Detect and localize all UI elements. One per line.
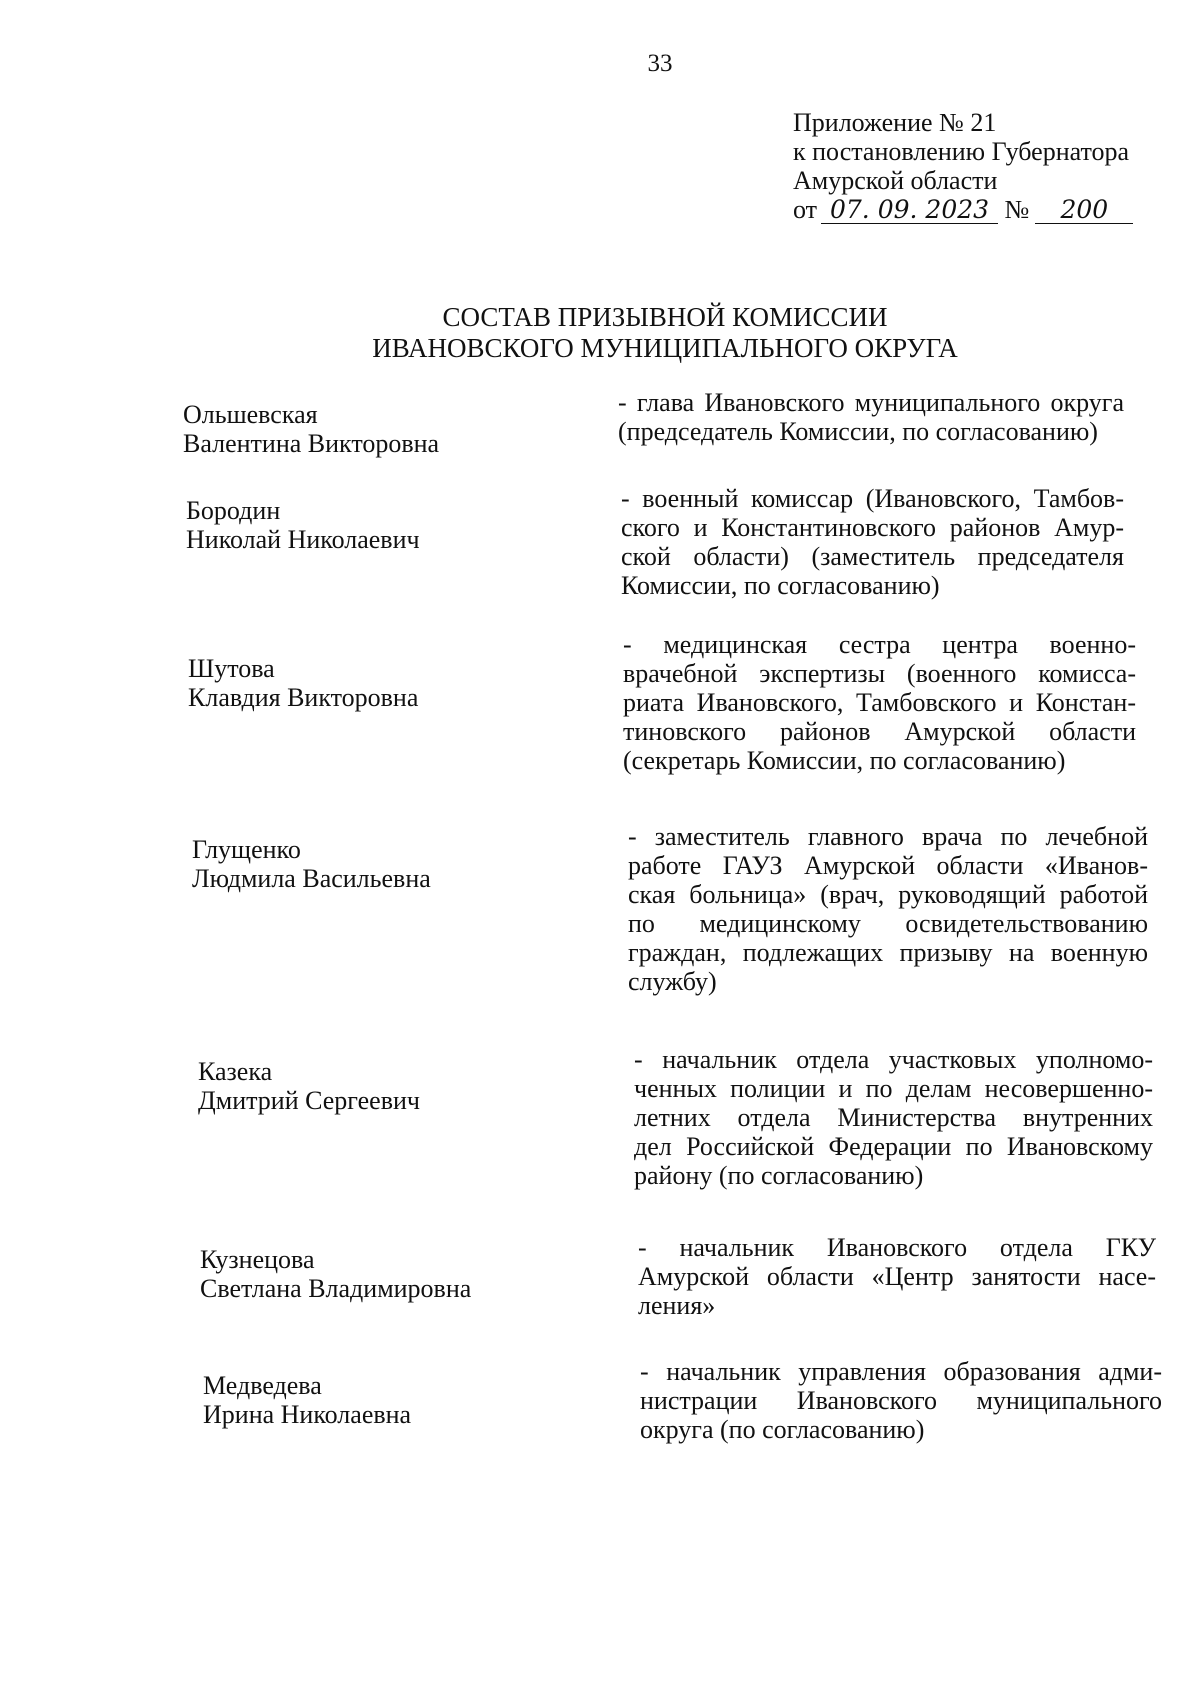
- date-prefix: от: [793, 195, 818, 224]
- member-given-names: Дмитрий Сергеевич: [198, 1086, 420, 1115]
- appendix-line-1: Приложение № 21: [793, 108, 997, 137]
- role-line: граждан, подлежащих призыву на военную: [628, 938, 1148, 967]
- member-given-names: Ирина Николаевна: [203, 1400, 412, 1429]
- document-title: [0, 302, 1200, 364]
- role-line: ского и Константиновского районов Амур-: [621, 513, 1124, 542]
- member-surname: Ольшевская: [183, 400, 318, 429]
- role-line: врачебной экспертизы (военного комисса-: [623, 659, 1136, 688]
- role-line: - военный комиссар (Ивановского, Тамбов-: [621, 484, 1124, 513]
- member-given-names: Валентина Викторовна: [183, 429, 440, 458]
- member-role: [628, 822, 1148, 996]
- member-name: [203, 1371, 411, 1429]
- role-line: ченных полиции и по делам несовершенно-: [634, 1074, 1153, 1103]
- member-role: [638, 1233, 1156, 1320]
- member-surname: Глущенко: [192, 835, 301, 864]
- appendix-header: [793, 108, 1133, 224]
- member-surname: Казека: [198, 1057, 273, 1086]
- role-line: службу): [628, 967, 717, 996]
- role-line: работе ГАУЗ Амурской области «Иванов-: [628, 851, 1148, 880]
- member-surname: Медведева: [203, 1371, 322, 1400]
- role-line: ской области) (заместитель председателя: [621, 542, 1124, 571]
- role-line: ления»: [638, 1291, 716, 1320]
- member-role: [623, 630, 1136, 775]
- page-number: 33: [647, 50, 673, 77]
- role-line: риата Ивановского, Тамбовского и Констан-: [623, 688, 1136, 717]
- role-line: - заместитель главного врача по лечебной: [628, 822, 1148, 851]
- member-surname: Кузнецова: [200, 1245, 315, 1274]
- member-role: [634, 1045, 1153, 1190]
- member-name: [192, 835, 431, 893]
- role-line: округа (по согласованию): [640, 1415, 925, 1444]
- role-line: летних отдела Министерства внутренних: [634, 1103, 1153, 1132]
- member-name: [183, 400, 439, 458]
- member-role: [640, 1357, 1162, 1444]
- role-line: - начальник Ивановского отдела ГКУ: [638, 1233, 1156, 1262]
- member-name: [186, 496, 420, 554]
- member-role: [618, 388, 1124, 446]
- member-name: [200, 1245, 471, 1303]
- role-line: по медицинскому освидетельствованию: [628, 909, 1148, 938]
- handwritten-number: 200: [1035, 197, 1133, 224]
- role-line: Комиссии, по согласованию): [621, 571, 940, 600]
- member-given-names: Николай Николаевич: [186, 525, 420, 554]
- role-line: району (по согласованию): [634, 1161, 924, 1190]
- member-role: [621, 484, 1124, 600]
- title-line-2: ИВАНОВСКОГО МУНИЦИПАЛЬНОГО ОКРУГА: [372, 333, 958, 363]
- member-surname: Бородин: [186, 496, 281, 525]
- role-line: нистрации Ивановского муниципального: [640, 1386, 1162, 1415]
- appendix-line-2: к постановлению Губернатора: [793, 137, 1130, 166]
- role-line: Амурской области «Центр занятости насе-: [638, 1262, 1156, 1291]
- member-given-names: Светлана Владимировна: [200, 1274, 472, 1303]
- member-given-names: Клавдия Викторовна: [188, 683, 419, 712]
- member-name: [188, 654, 418, 712]
- handwritten-date: 07. 09. 2023: [821, 197, 998, 224]
- role-line: тиновского районов Амурской области: [623, 717, 1136, 746]
- role-line: - начальник управления образования адми-: [640, 1357, 1162, 1386]
- role-line: - медицинская сестра центра военно-: [623, 630, 1136, 659]
- appendix-date-line: [793, 195, 1133, 224]
- title-line-1: СОСТАВ ПРИЗЫВНОЙ КОМИССИИ: [442, 302, 888, 332]
- role-line: дел Российской Федерации по Ивановскому: [634, 1132, 1153, 1161]
- member-name: [198, 1057, 420, 1115]
- member-surname: Шутова: [188, 654, 275, 683]
- role-line: - глава Ивановского муниципального округа: [618, 388, 1124, 417]
- appendix-line-3: Амурской области: [793, 166, 998, 195]
- role-line: ская больница» (врач, руководящий работой: [628, 880, 1148, 909]
- role-line: (председатель Комиссии, по согласованию): [618, 417, 1098, 446]
- role-line: (секретарь Комиссии, по согласованию): [623, 746, 1066, 775]
- member-given-names: Людмила Васильевна: [192, 864, 431, 893]
- role-line: - начальник отдела участковых уполномо-: [634, 1045, 1153, 1074]
- number-prefix: №: [1004, 195, 1030, 224]
